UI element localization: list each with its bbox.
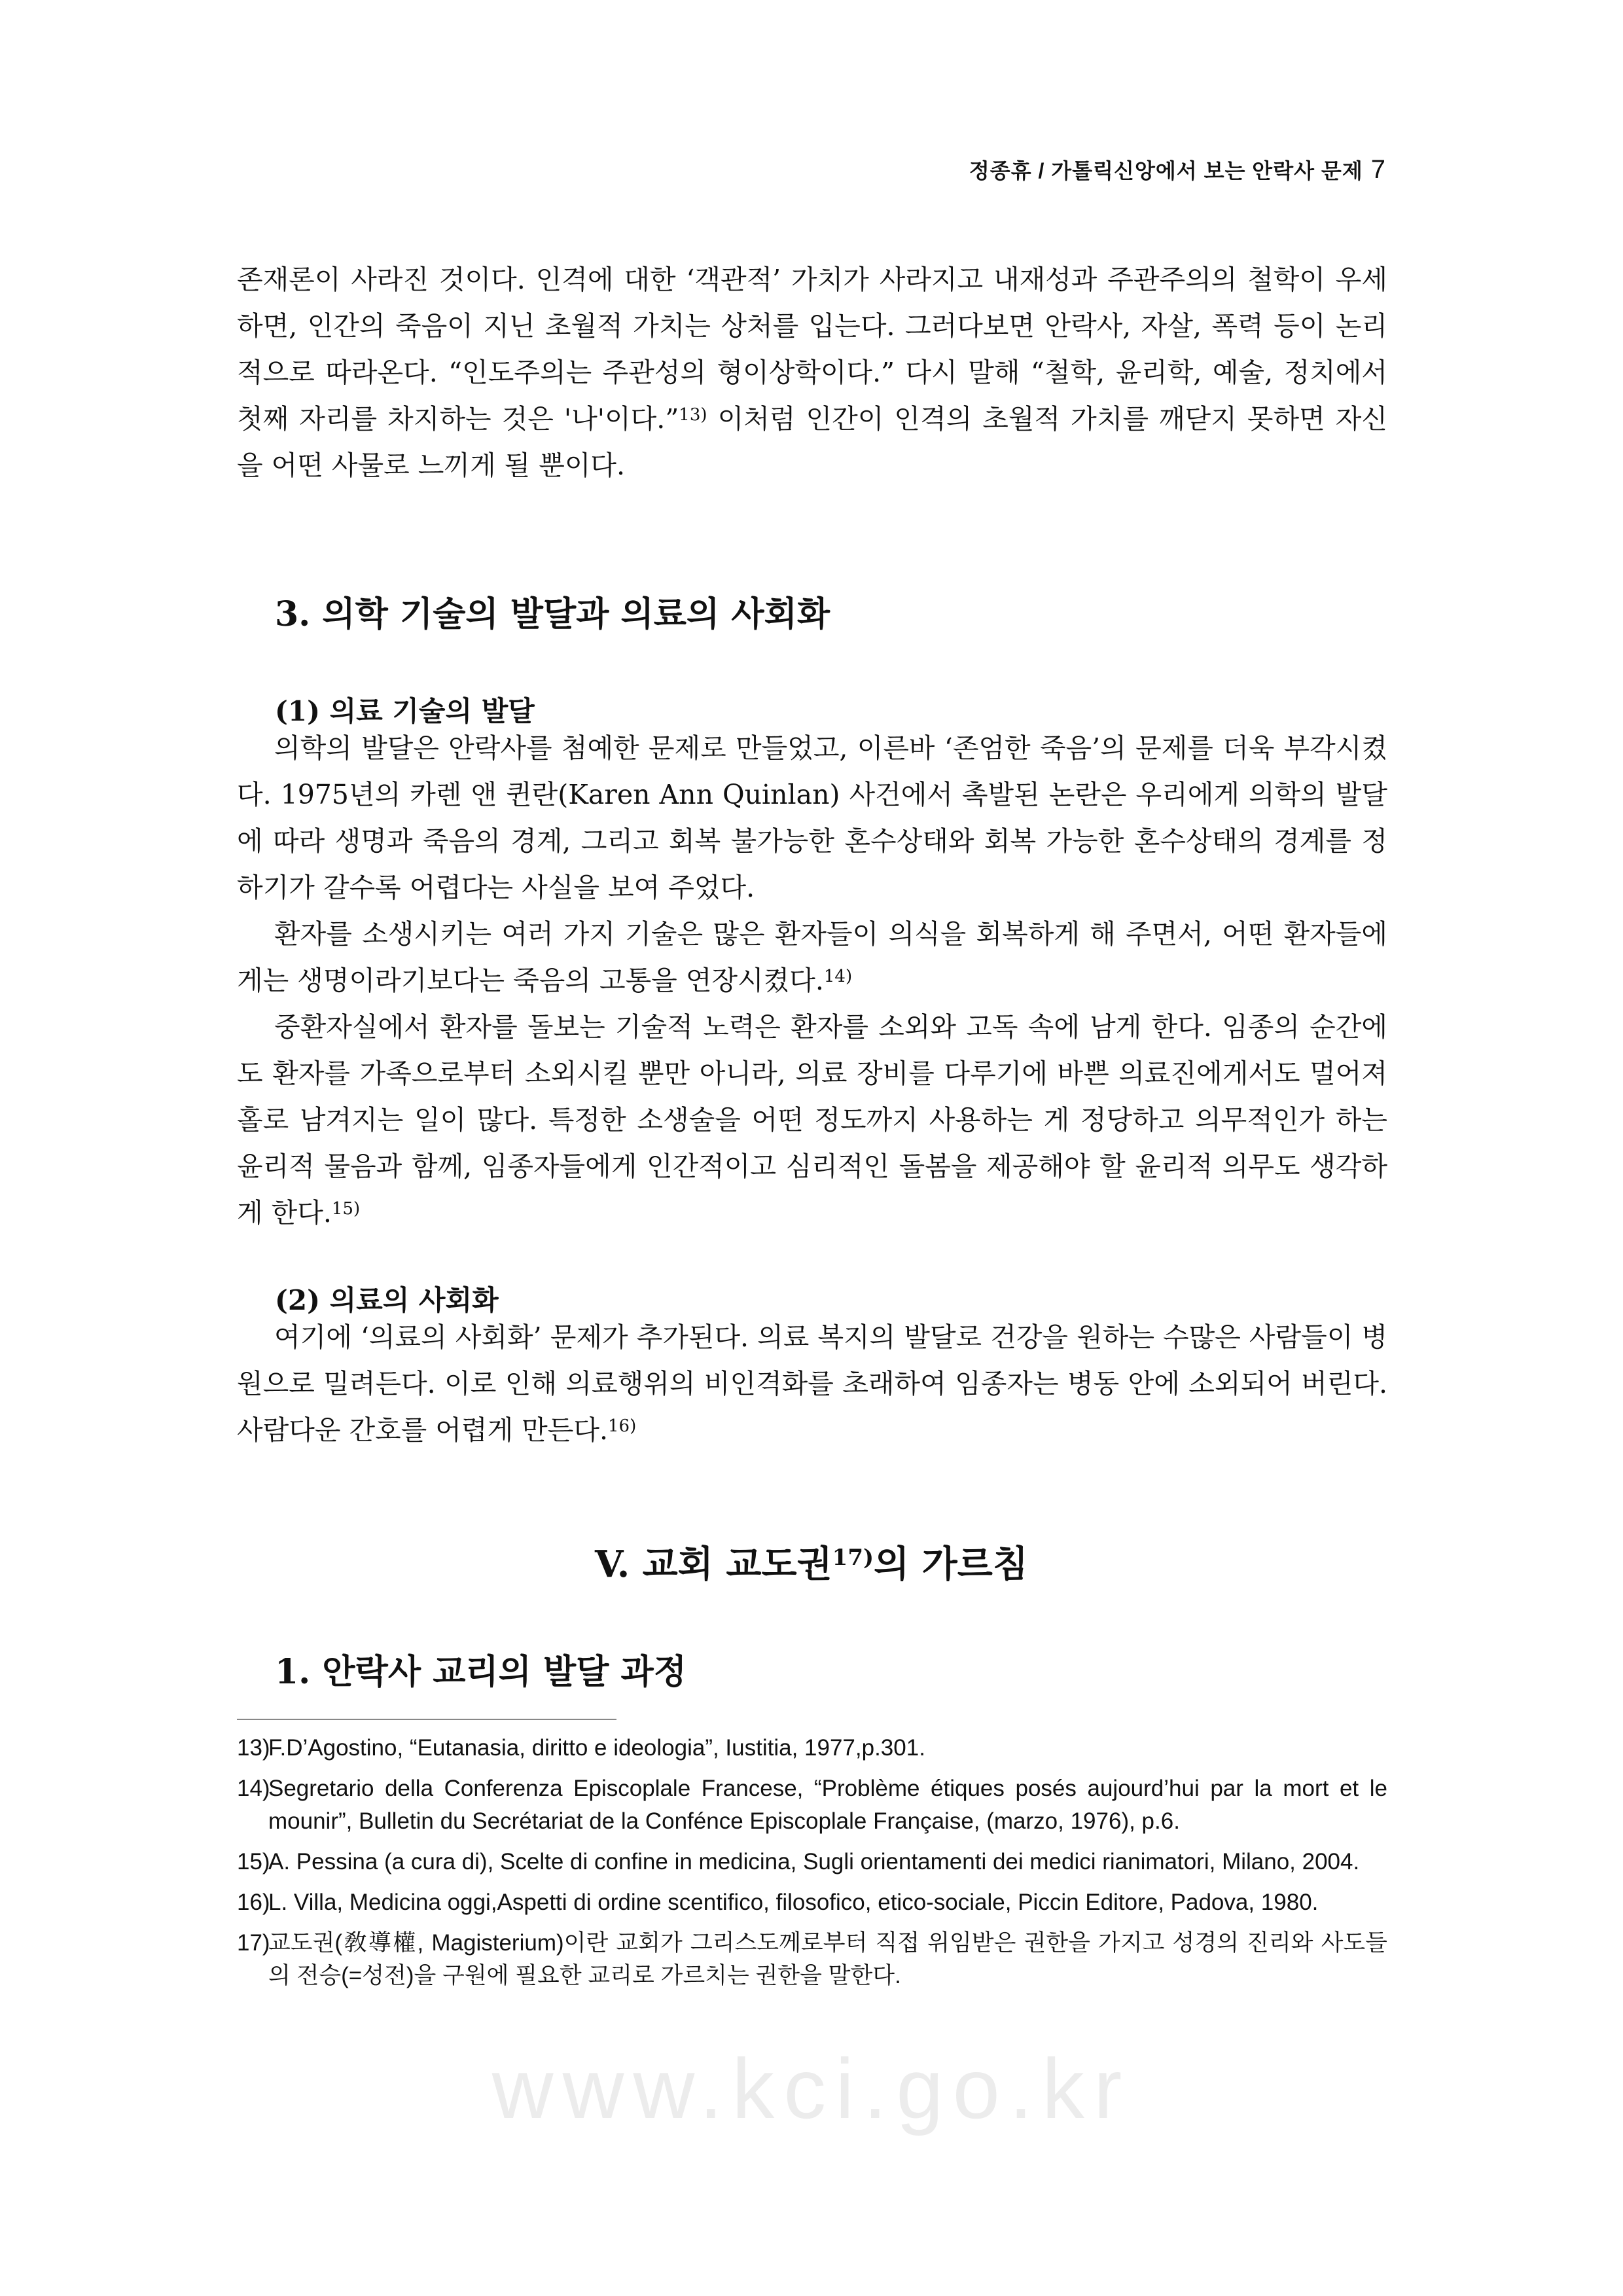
section-heading: 1. 안락사 교리의 발달 과정 <box>275 1652 687 1692</box>
footnote-text: A. Pessina (a cura di), Scelte di confine in medicina, Sugli orientamenti dei medici rianimatori, Milano, 2004. <box>268 1849 1360 1874</box>
page-number: 7 <box>1370 155 1386 184</box>
intro-text-after: 이처럼 인간이 인격의 초월적 가치를 깨닫지 못하면 자신을 어떤 사물로 느끼게 될 뿐이다. <box>237 403 1387 481</box>
footnotes <box>237 1732 1387 2000</box>
footnote-text: Segretario della Conferenza Episcoplale Francese, “Problème étiques posés aujourd’hui par la mort et le mounir”, Bulletin du Secrétariat de la Conféncе Episcoplale Française, (marzo, 1976), p.6. <box>268 1776 1387 1834</box>
footnote-item <box>237 1927 1387 1992</box>
paragraph-text: 환자를 소생시키는 여러 가지 기술은 많은 환자들이 의식을 회복하게 해 주면서, 어떤 환자들에게는 생명이라기보다는 죽음의 고통을 연장시켰다. <box>237 918 1387 996</box>
intro-block <box>237 257 1387 489</box>
paragraph <box>237 1314 1387 1454</box>
footnote-ref-16: 16) <box>608 1416 637 1436</box>
paragraph: 의학의 발달은 안락사를 첨예한 문제로 만들었고, 이른바 ‘존엄한 죽음’의 문제를 더욱 부각시켰다. 1975년의 카렌 앤 퀸란(Karen Ann Quinlan) 사건에서 촉발된 논란은 우리에게 의학의 발달에 따라 생명과 죽음의 경계, 그리고 회복 불가능한 혼수상태와 회복 가능한 혼수상태의 경계를 정하기가 갈수록 어렵다는 사실을 보여 주었다. <box>237 732 1387 903</box>
paragraph-text: 여기에 ‘의료의 사회화’ 문제가 추가된다. 의료 복지의 발달로 건강을 원하는 수많은 사람들이 병원으로 밀려든다. 이로 인해 의료행위의 비인격화를 초래하여 임종자는 병동 안에 소외되어 버린다. 사람다운 간호를 어렵게 만든다. <box>237 1321 1387 1446</box>
watermark: www.kci.go.kr <box>491 2041 1132 2136</box>
footnote-text: L. Villa, Medicina oggi,Aspetti di ordine scentifico, filosofico, etico-sociale, Piccin Editore, Padova, 1980. <box>268 1890 1319 1915</box>
subsection-body <box>237 725 1387 1236</box>
footnote-ref-17: 17) <box>832 1545 874 1571</box>
footnote-item <box>237 1886 1387 1919</box>
footnote-item <box>237 1846 1387 1878</box>
chapter-heading-text: V. 교회 교도권 <box>595 1543 832 1586</box>
footnote-divider <box>237 1719 616 1720</box>
intro-text: 존재론이 사라진 것이다. 인격에 대한 ‘객관적’ 가치가 사라지고 내재성과 주관주의의 철학이 우세하면, 인간의 죽음이 지닌 초월적 가치는 상처를 입는다. 그러다보면 안락사, 자살, 폭력 등이 논리적으로 따라온다. “인도주의는 주관성의 형이상학이다.” 다시 말해 “철학, 윤리학, 예술, 정치에서 첫째 자리를 차지하는 것은 '나'이다.” <box>237 264 1387 435</box>
footnote-ref-13: 13) <box>679 405 707 425</box>
subsection-heading: (2) 의료의 사회화 <box>275 1284 499 1316</box>
paragraph <box>237 911 1387 1004</box>
footnote-item <box>237 1732 1387 1765</box>
subsection-heading: (1) 의료 기술의 발달 <box>275 695 535 727</box>
subsection-body <box>237 1314 1387 1454</box>
paragraph <box>237 1004 1387 1236</box>
running-header <box>969 154 1386 185</box>
paragraph-text: 중환자실에서 환자를 돌보는 기술적 노력은 환자를 소외와 고독 속에 남게 한다. 임종의 순간에도 환자를 가족으로부터 소외시킬 뿐만 아니라, 의료 장비를 다루기에 바쁜 의료진에게서도 멀어져 홀로 남겨지는 일이 많다. 특정한 소생술을 어떤 정도까지 사용하는 게 정당하고 의무적인가 하는 윤리적 물음과 함께, 임종자들에게 인간적이고 심리적인 돌봄을 제공해야 할 윤리적 의무도 생각하게 한다. <box>237 1011 1387 1229</box>
footnote-text: 교도권(敎導權, Magisterium)이란 교회가 그리스도께로부터 직접 위임받은 권한을 가지고 성경의 진리와 사도들의 전승(=성전)을 구원에 필요한 교리로 가르치는 권한을 말한다. <box>268 1930 1387 1988</box>
footnote-number: 15) <box>237 1849 270 1874</box>
chapter-heading-text: 의 가르침 <box>874 1543 1028 1586</box>
footnote-ref-14: 14) <box>823 967 853 986</box>
footnote-text: F.D’Agostino, “Eutanasia, diritto e ideologia”, Iustitia, 1977,p.301. <box>268 1735 925 1761</box>
chapter-heading <box>0 1535 1623 1588</box>
footnote-number: 16) <box>237 1890 270 1915</box>
intro-paragraph <box>237 257 1387 489</box>
section-heading: 3. 의학 기술의 발달과 의료의 사회화 <box>275 594 830 634</box>
footnote-number: 13) <box>237 1735 270 1761</box>
footnote-number: 14) <box>237 1776 270 1801</box>
footnote-number: 17) <box>237 1930 270 1956</box>
footnote-item <box>237 1772 1387 1838</box>
running-title: 정종휴 / 가톨릭신앙에서 보는 안락사 문제 <box>969 159 1363 183</box>
footnote-ref-15: 15) <box>331 1199 361 1219</box>
